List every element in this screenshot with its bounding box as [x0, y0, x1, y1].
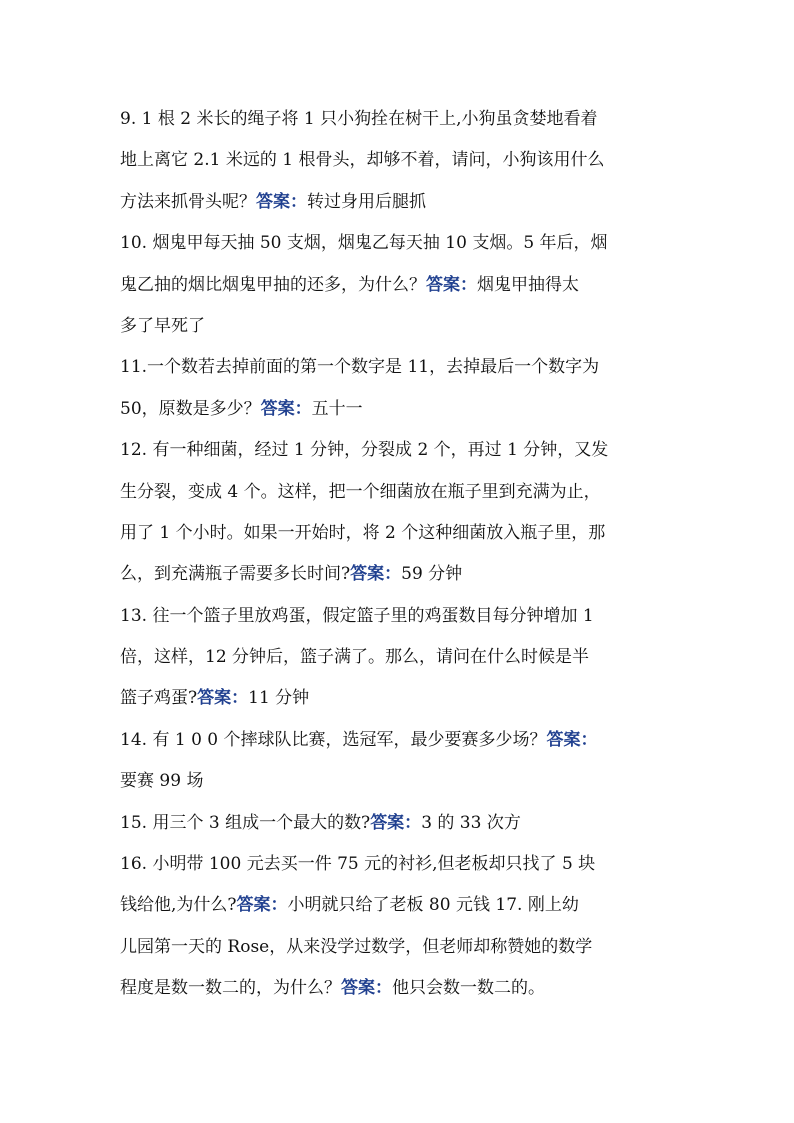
text: 50，原数是多少？	[120, 398, 261, 419]
text: 么，到充满瓶子需要多长时间?	[120, 564, 351, 585]
text: 钱给他,为什么?	[120, 895, 237, 916]
question-9-line-2	[120, 140, 695, 181]
text: 用了 1 个小时。如果一开始时，将 2 个这种细菌放入瓶子里，那	[120, 522, 606, 543]
answer-label: 答案：	[426, 274, 477, 295]
text: 15. 用三个 3 组成一个最大的数?	[120, 812, 371, 833]
text: 10. 烟鬼甲每天抽 50 支烟，烟鬼乙每天抽 10 支烟。5 年后，烟	[120, 233, 608, 254]
text: 方法来抓骨头呢？	[120, 191, 256, 212]
question-10-line-2	[120, 265, 695, 306]
question-12-line-4	[120, 554, 695, 595]
question-12-line-3	[120, 513, 695, 554]
question-9-line-3	[120, 182, 695, 223]
question-13-line-2	[120, 637, 695, 678]
answer-15: 3 的 33 次方	[421, 812, 521, 833]
answer-10: 烟鬼甲抽得太	[477, 274, 579, 295]
question-12-line-2	[120, 472, 695, 513]
answer-16: 小明就只给了老板 80 元钱 17. 刚上幼	[287, 895, 579, 916]
text: 11.一个数若去掉前面的第一个数字是 11，去掉最后一个数字为	[120, 357, 600, 378]
answer-label: 答案：	[341, 978, 392, 999]
question-10-line-3	[120, 306, 695, 347]
question-17-line-2	[120, 968, 695, 1009]
question-10-line-1	[120, 223, 695, 264]
answer-label: 答案：	[236, 895, 288, 916]
text: 鬼乙抽的烟比烟鬼甲抽的还多，为什么？	[120, 274, 426, 295]
answer-label: 答案：	[256, 191, 307, 212]
question-17-line-1	[120, 927, 695, 968]
answer-label: 答案：	[350, 564, 402, 585]
answer-14: 要赛 99 场	[120, 771, 204, 792]
text: 儿园第一天的 Rose，从来没学过数学，但老师却称赞她的数学	[120, 936, 593, 957]
question-12-line-1	[120, 430, 695, 471]
text: 生分裂，变成 4 个。这样，把一个细菌放在瓶子里到充满为止，	[120, 481, 601, 502]
answer-13: 11 分钟	[248, 688, 310, 709]
text: 12. 有一种细菌，经过 1 分钟，分裂成 2 个，再过 1 分钟，又发	[120, 440, 609, 461]
answer-11: 五十一	[311, 398, 363, 419]
question-15-line-1	[120, 803, 695, 844]
answer-label: 答案：	[370, 812, 422, 833]
question-13-line-3	[120, 678, 695, 719]
text: 14. 有 1 0 0 个摔球队比赛，选冠军，最少要赛多少场？	[120, 729, 547, 750]
text: 9. 1 根 2 米长的绳子将 1 只小狗拴在树干上,小狗虽贪婪地看着	[120, 109, 598, 129]
question-11-line-2	[120, 389, 695, 430]
answer-17: 他只会数一数二的。	[392, 978, 545, 999]
question-16-line-1	[120, 844, 695, 885]
text: 篮子鸡蛋?	[120, 688, 198, 709]
text: 16. 小明带 100 元去买一件 75 元的衬衫,但老板却只找了 5 块	[120, 854, 596, 875]
question-9-line-1	[120, 99, 695, 140]
text: 程度是数一数二的，为什么？	[120, 978, 341, 999]
answer-9: 转过身用后腿抓	[307, 191, 426, 212]
question-13-line-1	[120, 596, 695, 637]
answer-12: 59 分钟	[401, 564, 463, 585]
text: 地上离它 2.1 米远的 1 根骨头，却够不着，请问，小狗该用什么	[120, 150, 605, 171]
question-16-line-2	[120, 885, 695, 926]
text: 倍，这样，12 分钟后，篮子满了。那么，请问在什么时候是半	[120, 647, 590, 668]
answer-10-tail: 多了早死了	[120, 315, 205, 336]
question-11-line-1	[120, 347, 695, 388]
document-body	[120, 99, 695, 1010]
answer-label: 答案：	[546, 729, 598, 750]
text: 13. 往一个篮子里放鸡蛋，假定篮子里的鸡蛋数目每分钟增加 1	[120, 605, 594, 626]
answer-label: 答案：	[260, 398, 312, 419]
question-14-line-2	[120, 761, 695, 802]
question-14-line-1	[120, 720, 695, 761]
answer-label: 答案：	[197, 688, 249, 709]
